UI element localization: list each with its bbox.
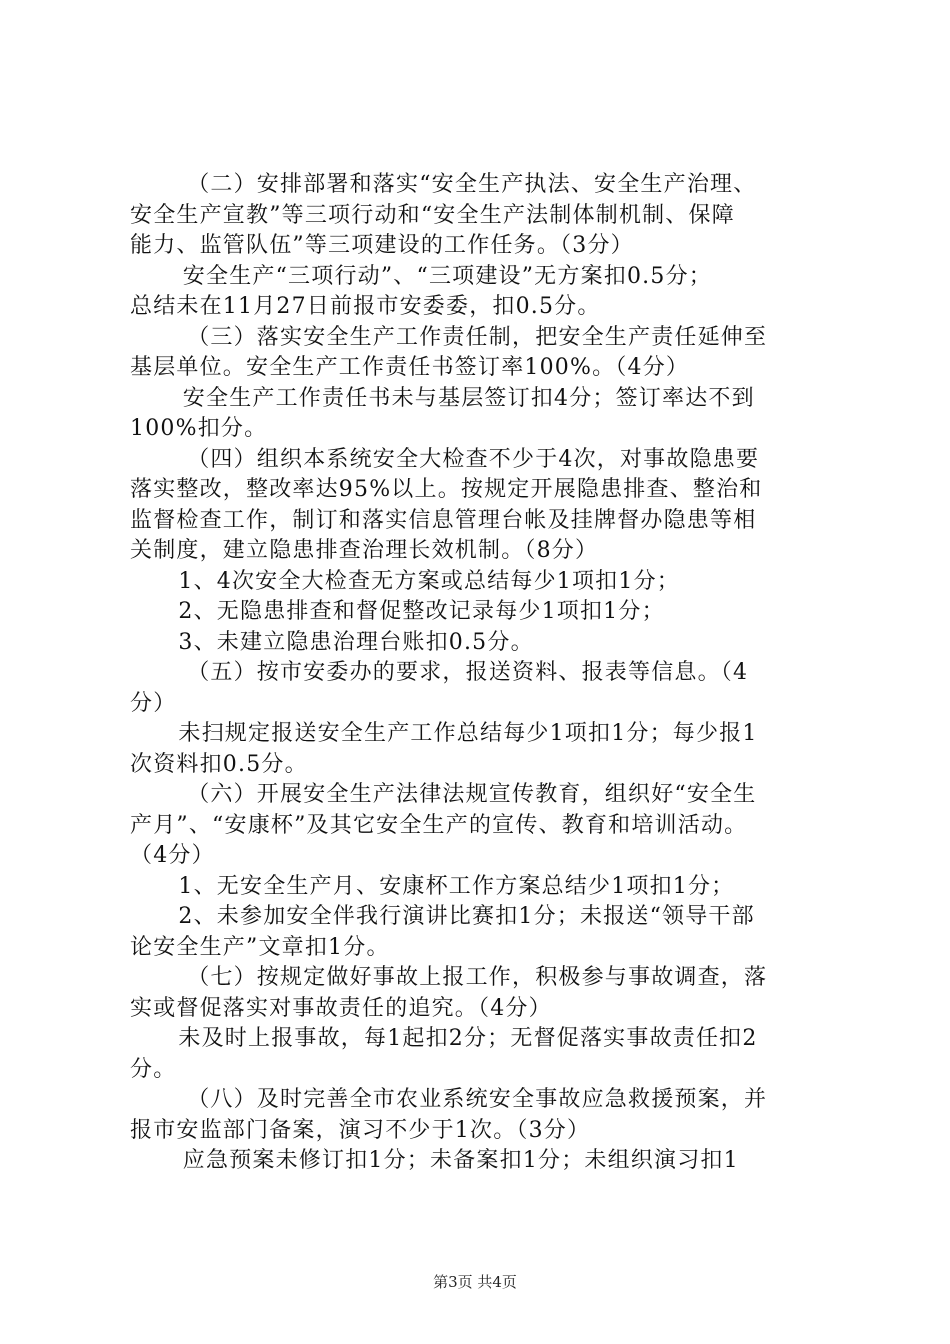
text-line: 100%扣分。 bbox=[130, 416, 268, 441]
text-line: 报市安监部门备案，演习不少于1次。（3分） bbox=[130, 1117, 591, 1143]
text-line: 关制度，建立隐患排查治理长效机制。（8分） bbox=[130, 538, 599, 563]
text-line: 分。 bbox=[130, 1056, 177, 1082]
text-line: （六）开展安全生产法律法规宣传教育，组织好“安全生 bbox=[187, 782, 757, 807]
text-line: 落实整改，整改率达95%以上。按规定开展隐患排查、整治和 bbox=[130, 477, 763, 502]
text-line: 未及时上报事故，每1起扣2分；无督促落实事故责任扣2 bbox=[178, 1026, 758, 1051]
text-line: 次资料扣0.5分。 bbox=[130, 751, 308, 777]
text-line: 1、4次安全大检查无方案或总结每少1项扣1分； bbox=[178, 568, 680, 594]
text-line: （四）组织本系统安全大检查不少于4次，对事故隐患要 bbox=[187, 446, 760, 472]
text-line: （三）落实安全生产工作责任制，把安全生产责任延伸至 bbox=[187, 324, 768, 350]
text-line: 总结未在11月27日前报市安委委，扣0.5分。 bbox=[130, 294, 601, 319]
text-line: 1、无安全生产月、安康杯工作方案总结少1项扣1分； bbox=[178, 873, 735, 899]
text-line: （五）按市安委办的要求，报送资料、报表等信息。（4 bbox=[187, 660, 749, 685]
text-line: 2、无隐患排查和督促整改记录每少1项扣1分； bbox=[178, 599, 665, 624]
text-line: 安全生产“三项行动”、“三项建设”无方案扣0.5分； bbox=[182, 263, 712, 289]
text-line: （4分） bbox=[130, 843, 215, 868]
text-line: 安全生产工作责任书未与基层签订扣4分；签订率达不到 bbox=[182, 385, 755, 411]
text-line: 分） bbox=[130, 690, 177, 716]
text-line: 基层单位。安全生产工作责任书签订率100%。（4分） bbox=[130, 355, 690, 380]
text-line: （二）安排部署和落实“安全生产执法、安全生产治理、 bbox=[187, 172, 757, 197]
text-line: 能力、监管队伍”等三项建设的工作任务。（3分） bbox=[130, 233, 634, 258]
text-line: 实或督促落实对事故责任的追究。（4分） bbox=[130, 995, 552, 1021]
text-line: （八）及时完善全市农业系统安全事故应急救援预案，并 bbox=[187, 1087, 768, 1112]
document-body bbox=[130, 170, 830, 1177]
page-footer: 第3页 共4页 bbox=[433, 1273, 517, 1291]
text-line: 产月”、“安康杯”及其它安全生产的宣传、教育和培训活动。 bbox=[130, 812, 748, 838]
text-line: 2、未参加安全伴我行演讲比赛扣1分；未报送“领导干部 bbox=[178, 904, 755, 929]
text-line: 应急预案未修订扣1分；未备案扣1分；未组织演习扣1 bbox=[182, 1148, 739, 1173]
text-line: 3、未建立隐患治理台账扣0.5分。 bbox=[178, 629, 534, 655]
text-line: 安全生产宣教”等三项行动和“安全生产法制体制机制、保障 bbox=[130, 202, 735, 228]
text-line: （七）按规定做好事故上报工作，积极参与事故调查，落 bbox=[187, 965, 768, 990]
text-line: 论安全生产”文章扣1分。 bbox=[130, 934, 390, 960]
text-line: 监督检查工作，制订和落实信息管理台帐及挂牌督办隐患等相 bbox=[130, 507, 757, 533]
text-line: 未扫规定报送安全生产工作总结每少1项扣1分；每少报1 bbox=[178, 721, 758, 746]
